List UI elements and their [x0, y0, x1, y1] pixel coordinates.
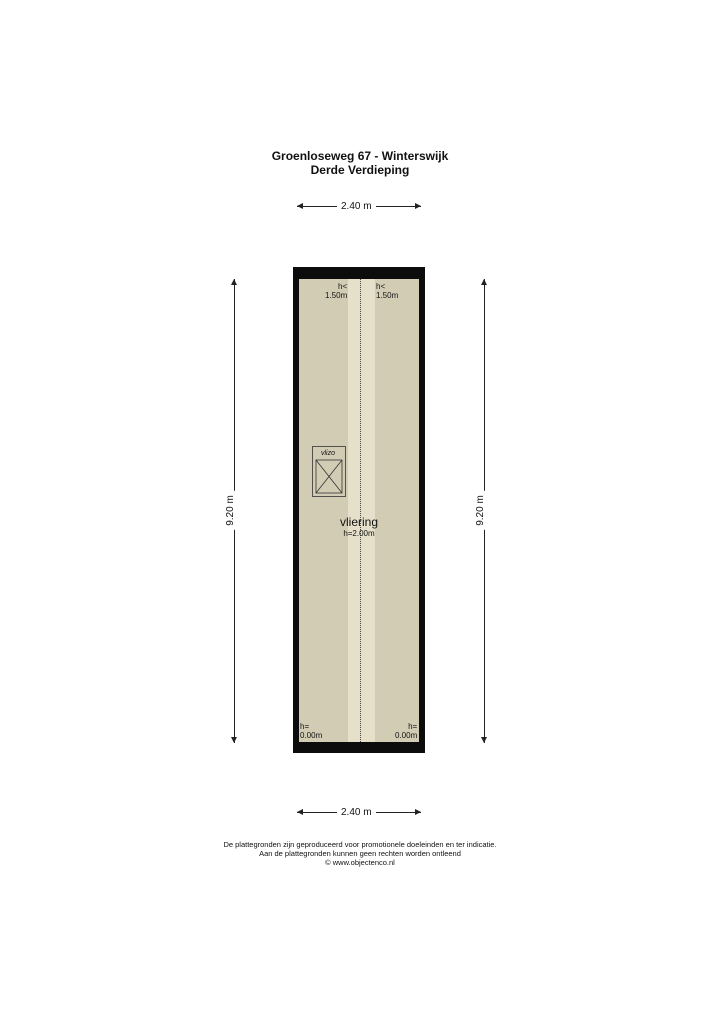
arrow-left-icon [297, 809, 303, 815]
disclaimer-line-1: De plattegronden zijn geproduceerd voor promotionele doeleinden en ter indicatie. [223, 840, 497, 849]
arrow-right-icon [415, 809, 421, 815]
floor-subtitle: Derde Verdieping [310, 163, 410, 177]
arrow-left-icon [297, 203, 303, 209]
ridge-strip [348, 279, 375, 742]
arrow-up-icon [481, 279, 487, 285]
height-dimension-left [224, 279, 242, 743]
height-label-bottom-left: h= 0.00m [300, 722, 323, 740]
arrow-down-icon [231, 737, 237, 743]
arrow-right-icon [415, 203, 421, 209]
height-label-top-left: h< 1.50m [325, 282, 348, 300]
width-dimension-bottom [297, 806, 421, 820]
hatch-label: vlizo [321, 450, 336, 457]
floor-plan [293, 267, 425, 753]
arrow-down-icon [481, 737, 487, 743]
height-dimension-right [474, 279, 492, 743]
width-dimension-top [297, 200, 421, 214]
room-name: vliering [339, 515, 378, 529]
height-label-left: 9.20 m [224, 491, 237, 530]
height-label-top-right: h< 1.50m [376, 282, 399, 300]
arrow-up-icon [231, 279, 237, 285]
attic-hatch [312, 446, 346, 497]
height-label-right: 9.20 m [474, 491, 487, 530]
ridge-line [360, 279, 361, 742]
room-height: h=2.00m [343, 529, 375, 538]
width-label-top: 2.40 m [337, 200, 376, 213]
attic-floor [299, 279, 419, 742]
height-label-bottom-right: h= 0.00m [395, 722, 418, 740]
disclaimer-line-2: Aan de plattegronden kunnen geen rechten worden ontleend [259, 849, 461, 858]
width-label-bottom: 2.40 m [337, 806, 376, 819]
copyright-link[interactable]: © www.objectenco.nl [325, 858, 395, 867]
page-title: Groenloseweg 67 - Winterswijk [271, 149, 449, 163]
